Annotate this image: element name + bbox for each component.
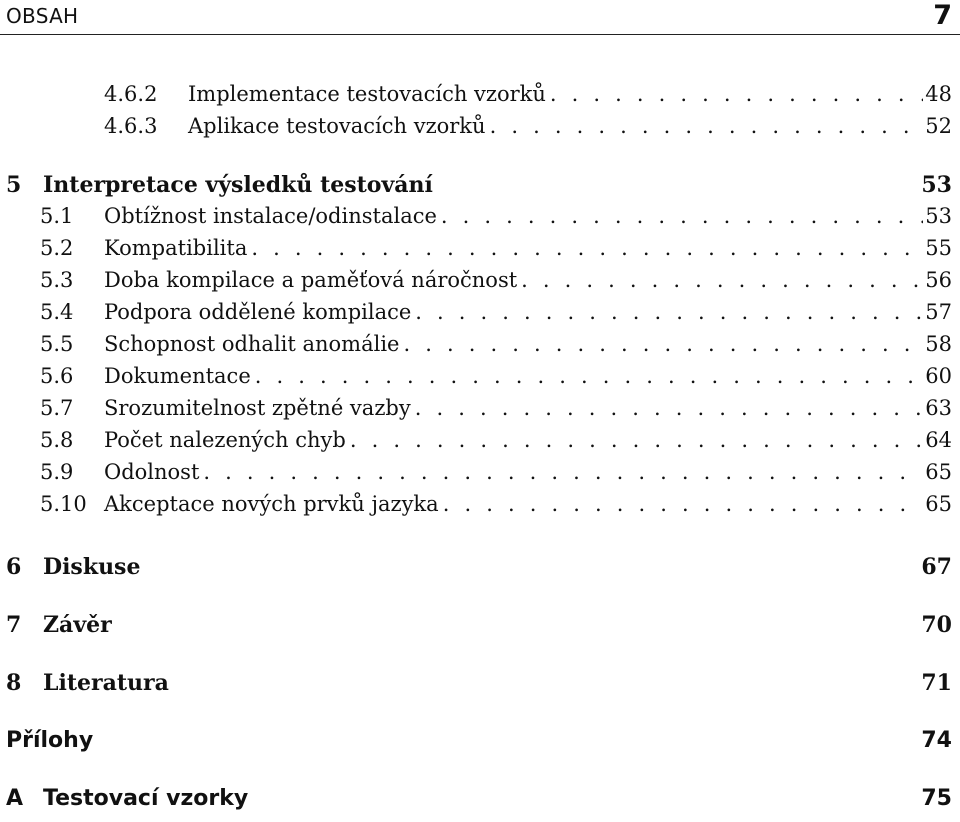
toc-entry-page: 53 <box>925 204 952 228</box>
toc-entry-5-5[interactable] <box>40 332 952 362</box>
running-header <box>0 0 960 35</box>
toc-entry-page: 64 <box>925 428 952 452</box>
dot-leader <box>443 492 924 516</box>
toc-entry-5-8[interactable] <box>40 428 952 458</box>
toc-entry-number: 5.6 <box>40 364 74 388</box>
dot-leader <box>350 428 923 452</box>
dot-leader <box>521 268 923 292</box>
toc-entry-number: 4.6.3 <box>104 114 158 138</box>
dot-leader <box>415 300 923 324</box>
toc-entry-number: 5.10 <box>40 492 87 516</box>
toc-entry-number: 5.7 <box>40 396 74 420</box>
dot-leader <box>255 364 924 388</box>
dot-leader <box>490 114 924 138</box>
dot-leader <box>441 204 923 228</box>
dot-leader <box>550 82 923 106</box>
toc-entry-number: 4.6.2 <box>104 82 158 106</box>
toc-entry-title: Obtížnost instalace/odinstalace <box>104 204 437 228</box>
toc-entry-title: Schopnost odhalit anomálie <box>104 332 400 356</box>
toc-chapter-8[interactable] <box>6 670 952 700</box>
toc-entry-page: 52 <box>925 114 952 138</box>
toc-entry-title: Akceptace nových prvků jazyka <box>104 492 439 516</box>
toc-entry-page: 63 <box>925 396 952 420</box>
toc-entry-title: Aplikace testovacích vzorků <box>188 114 486 138</box>
toc-entry-page: 65 <box>925 460 952 484</box>
toc-chapter-title: Diskuse <box>43 554 141 580</box>
toc-chapter-number: 8 <box>6 670 22 696</box>
toc-entry-title: Dokumentace <box>104 364 251 388</box>
toc-chapter-number: 5 <box>6 172 22 198</box>
toc-chapter-page: 67 <box>921 554 952 580</box>
toc-chapter-7[interactable] <box>6 612 952 642</box>
toc-appendix-page: 75 <box>921 786 952 811</box>
toc-chapter-page: 53 <box>921 172 952 198</box>
toc-entry-page: 55 <box>925 236 952 260</box>
toc-chapter-title: Interpretace výsledků testování <box>43 172 433 198</box>
dot-leader <box>415 396 924 420</box>
toc-appendices-page: 74 <box>921 728 952 753</box>
toc-chapter-title: Literatura <box>43 670 169 696</box>
toc-entry-5-6[interactable] <box>40 364 952 394</box>
toc-appendix-letter: A <box>6 786 24 811</box>
toc-entry-number: 5.4 <box>40 300 74 324</box>
toc-entry-number: 5.9 <box>40 460 74 484</box>
toc-chapter-title: Závěr <box>43 612 112 638</box>
toc-appendices-title: Přílohy <box>6 728 94 753</box>
header-section-title: OBSAH <box>6 4 79 28</box>
toc-chapter-page: 70 <box>921 612 952 638</box>
toc-entry-title: Implementace testovacích vzorků <box>188 82 546 106</box>
toc-entry-title: Kompatibilita <box>104 236 248 260</box>
toc-entry-page: 57 <box>925 300 952 324</box>
toc-entry-title: Doba kompilace a paměťová náročnost <box>104 268 518 292</box>
toc-entry-5-7[interactable] <box>40 396 952 426</box>
toc-entry-5-9[interactable] <box>40 460 952 490</box>
toc-entry-number: 5.2 <box>40 236 74 260</box>
toc-chapter-page: 71 <box>921 670 952 696</box>
toc-appendix-title: Testovací vzorky <box>43 786 249 811</box>
toc-entry-5-3[interactable] <box>40 268 952 298</box>
dot-leader <box>403 332 923 356</box>
toc-chapter-5[interactable] <box>6 172 952 202</box>
toc-entry-title: Podpora oddělené kompilace <box>104 300 412 324</box>
toc-entry-number: 5.5 <box>40 332 74 356</box>
dot-leader <box>203 460 923 484</box>
toc-entry-5-2[interactable] <box>40 236 952 266</box>
toc-entry-page: 56 <box>925 268 952 292</box>
toc-entry-page: 65 <box>925 492 952 516</box>
toc-entry-number: 5.3 <box>40 268 74 292</box>
toc-entry-5-4[interactable] <box>40 300 952 330</box>
toc-appendix-a[interactable] <box>6 786 952 816</box>
toc-entry-title: Počet nalezených chyb <box>104 428 346 452</box>
toc-entry-page: 60 <box>925 364 952 388</box>
header-page-number: 7 <box>933 0 952 31</box>
toc-entry-4-6-2[interactable] <box>104 82 952 112</box>
dot-leader <box>251 236 923 260</box>
toc-entry-number: 5.1 <box>40 204 74 228</box>
toc-entry-4-6-3[interactable] <box>104 114 952 144</box>
toc-chapter-6[interactable] <box>6 554 952 584</box>
toc-entry-number: 5.8 <box>40 428 74 452</box>
toc-chapter-number: 6 <box>6 554 22 580</box>
toc-appendices[interactable] <box>6 728 952 758</box>
toc-entry-page: 48 <box>925 82 952 106</box>
toc-entry-5-1[interactable] <box>40 204 952 234</box>
toc-entry-page: 58 <box>925 332 952 356</box>
toc-entry-title: Srozumitelnost zpětné vazby <box>104 396 411 420</box>
toc-chapter-number: 7 <box>6 612 22 638</box>
toc-entry-title: Odolnost <box>104 460 200 484</box>
toc-entry-5-10[interactable] <box>40 492 952 522</box>
